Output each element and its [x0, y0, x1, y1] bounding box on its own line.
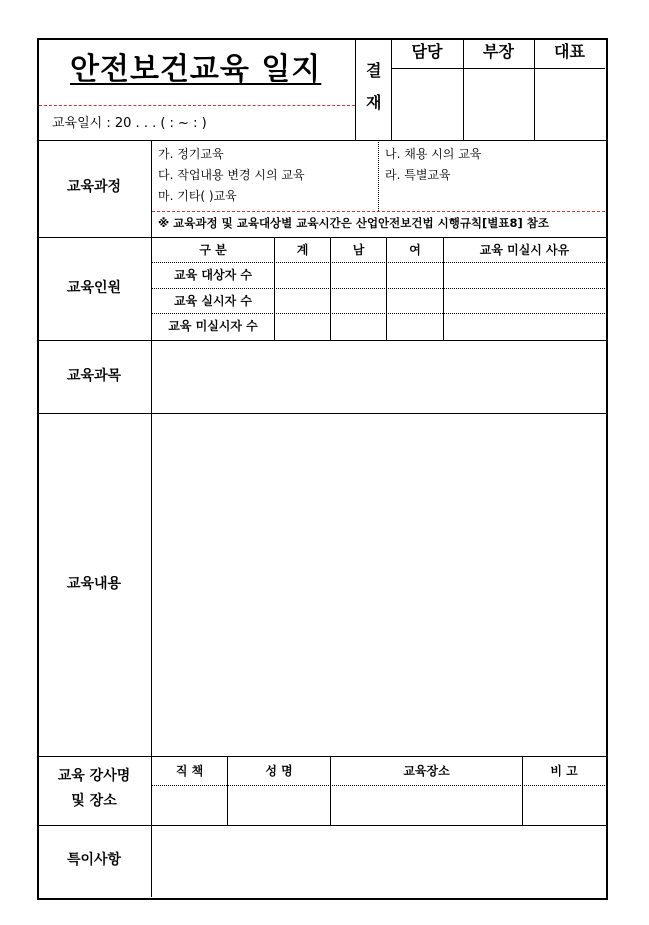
instructor-header-note: 비 고 [550, 764, 578, 778]
personnel-target-reason[interactable] [444, 263, 605, 288]
course-option-hiring[interactable]: 나. 채용 시의 교육 [385, 147, 482, 161]
instructor-label-line1: 교육 강사명 [57, 768, 131, 784]
content-field[interactable] [152, 414, 605, 756]
personnel-target-male[interactable] [331, 263, 386, 288]
course-option-regular[interactable]: 가. 정기교육 [158, 147, 224, 161]
row-divider-instructor [37, 756, 606, 757]
personnel-attended-reason[interactable] [444, 289, 605, 313]
personnel-label: 교육인원 [66, 280, 122, 296]
instructor-header-name: 성 명 [265, 764, 293, 778]
subject-label: 교육과목 [66, 368, 122, 384]
row-divider-course [37, 140, 606, 141]
personnel-attended-female[interactable] [387, 289, 443, 313]
personnel-absent-female[interactable] [387, 314, 443, 340]
approval-sign-manager[interactable] [392, 69, 462, 139]
remarks-label: 특이사항 [66, 852, 122, 868]
approval-col-ceo: 대표 [554, 42, 585, 61]
personnel-header-total: 계 [296, 243, 309, 257]
form-title: 안전보건교육 일지 [70, 52, 322, 87]
title-divider [39, 105, 355, 106]
personnel-target-total[interactable] [275, 263, 330, 288]
personnel-attended-male[interactable] [331, 289, 386, 313]
instructor-header-location: 교육장소 [403, 764, 450, 778]
personnel-absent-reason[interactable] [444, 314, 605, 340]
personnel-row-attended: 교육 실시자 수 [174, 294, 252, 308]
personnel-header-female: 여 [409, 243, 421, 257]
approval-sign-ceo[interactable] [535, 69, 604, 139]
personnel-target-female[interactable] [387, 263, 443, 288]
instructor-header-position: 직 책 [175, 764, 204, 778]
date-line[interactable]: 교육일시 : 20 . . . ( : ~ : ) [52, 116, 207, 131]
approval-sign-director[interactable] [464, 69, 533, 139]
remarks-field[interactable] [152, 826, 605, 896]
personnel-header-male: 남 [352, 243, 365, 257]
personnel-absent-male[interactable] [331, 314, 386, 340]
subject-field[interactable] [152, 341, 605, 413]
content-label: 교육내용 [66, 576, 122, 592]
instructor-location-field[interactable] [331, 786, 522, 825]
personnel-row-target: 교육 대상자 수 [174, 268, 252, 282]
course-option-other[interactable]: 마. 기타( )교육 [158, 189, 237, 203]
approval-col-manager: 담당 [411, 42, 443, 61]
approval-label-bottom: 재 [366, 93, 382, 112]
course-note-divider [152, 211, 605, 212]
instructor-position-field[interactable] [152, 786, 227, 825]
course-option-divider [378, 140, 379, 211]
personnel-header-reason: 교육 미실시 사유 [479, 243, 570, 257]
approval-left-border [355, 38, 356, 140]
personnel-row-absent: 교육 미실시자 수 [168, 319, 258, 333]
personnel-attended-total[interactable] [275, 289, 330, 313]
approval-label-top: 결 [366, 61, 382, 80]
instructor-name-field[interactable] [228, 786, 330, 825]
course-note: ※ 교육과정 및 교육대상별 교육시간은 산업안전보건법 시행규칙[별표8] 참조 [158, 216, 549, 230]
instructor-note-field[interactable] [523, 786, 605, 825]
course-option-job-change[interactable]: 다. 작업내용 변경 시의 교육 [158, 168, 305, 182]
personnel-header-category: 구 분 [199, 243, 227, 257]
approval-col-director: 부장 [483, 42, 514, 61]
row-divider-personnel [37, 237, 606, 238]
course-label: 교육과정 [66, 179, 122, 195]
instructor-label-line2: 및 장소 [71, 793, 117, 809]
personnel-absent-total[interactable] [275, 314, 330, 340]
course-option-special[interactable]: 라. 특별교육 [385, 168, 451, 182]
